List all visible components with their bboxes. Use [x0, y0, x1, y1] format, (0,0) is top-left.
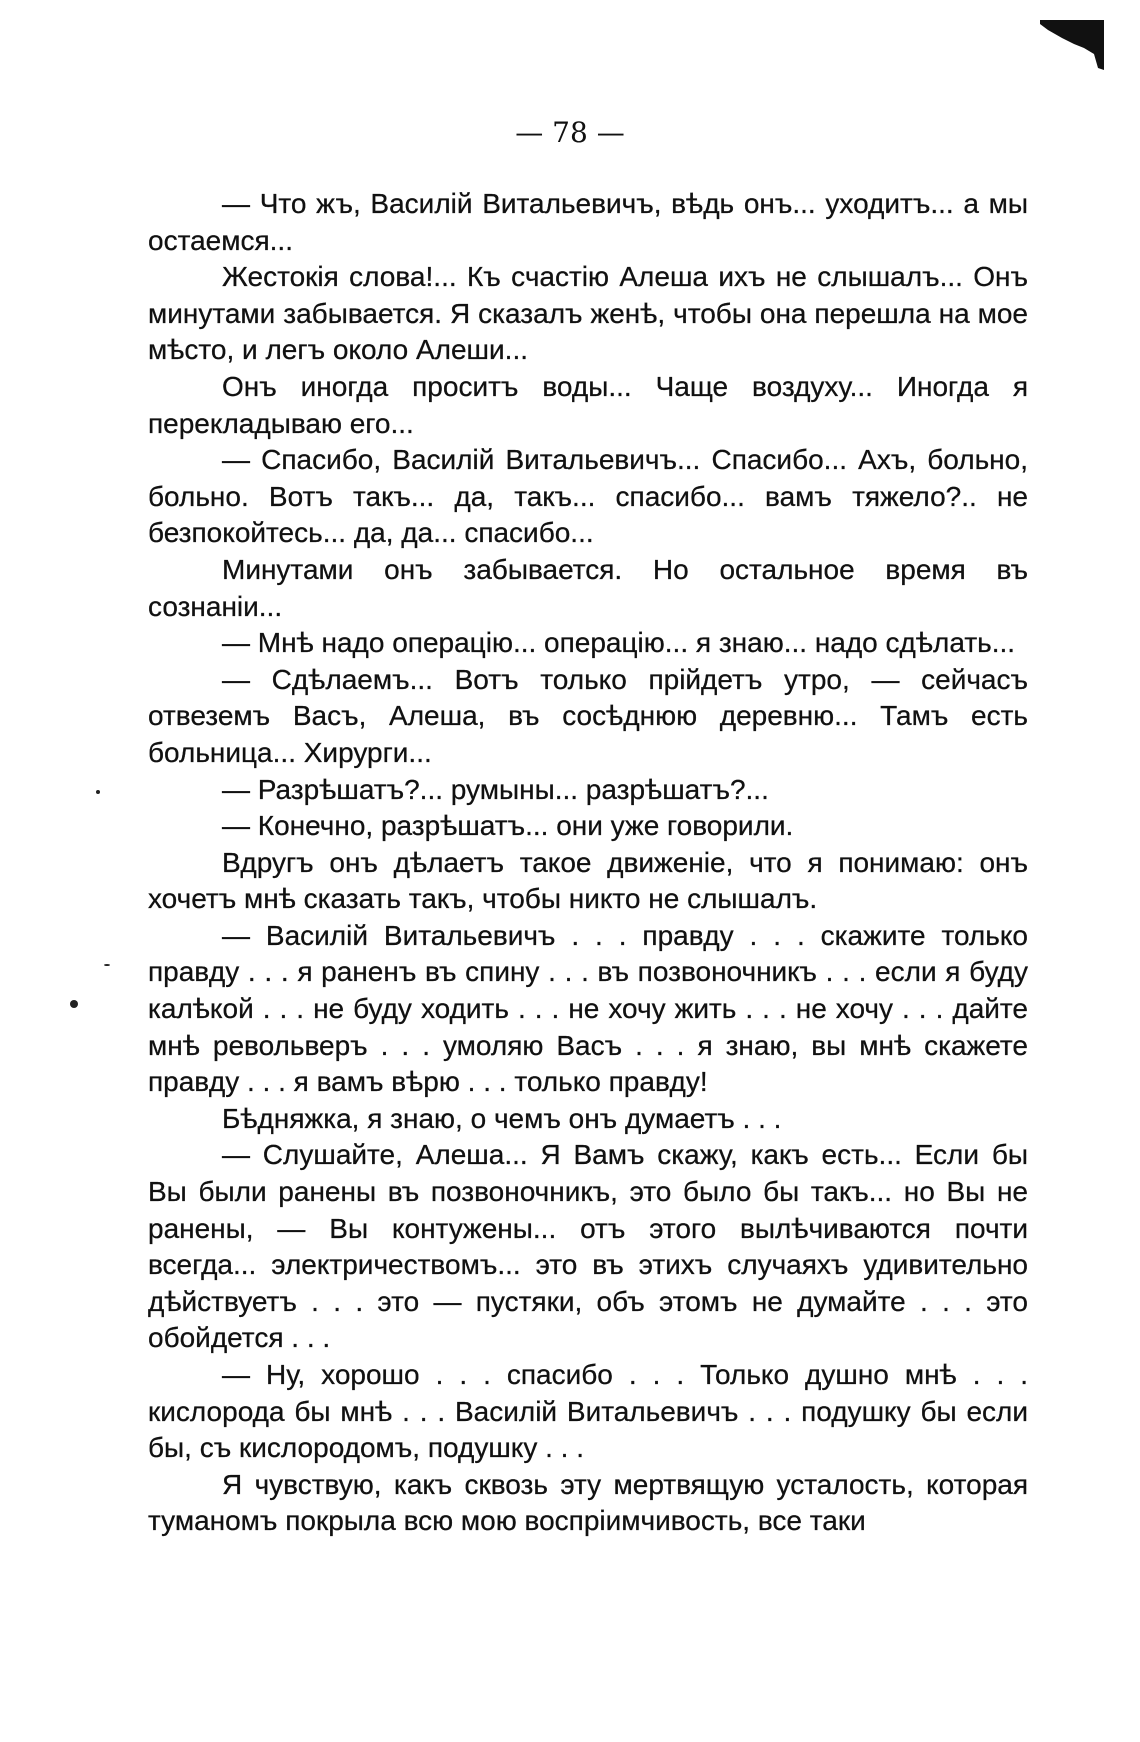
- paragraph: Бѣдняжка, я знаю, о чемъ онъ думаетъ . . .: [222, 1102, 782, 1134]
- paragraph: — Ну, хорошо . . . спасибо . . . Только душно мнѣ . . . кислорода бы мнѣ . . . Василій Витальевичъ . . . подушку бы если бы, съ кислородомъ, подушку . . .: [148, 1359, 1028, 1464]
- paragraph: — Мнѣ надо операцію... операцію... я знаю... надо сдѣлать...: [222, 627, 1016, 659]
- paragraph: — Слушайте, Алеша... Я Вамъ скажу, какъ есть... Если бы Вы были ранены въ позвоночникъ, это было бы такъ... но Вы не ранены, — Вы контужены... отъ этого вылѣчиваются почти всегда... электричествомъ... это въ этихъ случаяхъ удивительно дѣйствуетъ . . . это — пустяки, объ этомъ не думайте . . . это обойдется . . .: [148, 1139, 1028, 1354]
- paragraph: — Сдѣлаемъ... Вотъ только прійдетъ утро, — сейчасъ отвеземъ Васъ, Алеша, въ сосѣднюю деревню... Тамъ есть больница... Хирурги...: [148, 663, 1028, 768]
- paragraph: Я чувствую, какъ сквозь эту мертвящую усталость, которая туманомъ покрыла всю мою воспріимчивость, все таки: [148, 1468, 1028, 1537]
- paragraph: — Что жъ, Василій Витальевичъ, вѣдь онъ... уходитъ... а мы остаемся...: [148, 188, 1028, 256]
- scan-speck: [104, 964, 110, 966]
- scan-corner-mark: [1036, 18, 1104, 70]
- scan-corner-fill: [1040, 20, 1104, 70]
- text-body: [148, 186, 1028, 1540]
- page-number: — 78 —: [515, 116, 625, 149]
- scan-speck: [70, 1000, 78, 1008]
- scan-speck: [96, 790, 100, 794]
- paragraph: — Конечно, разрѣшатъ... они уже говорили.: [222, 810, 794, 842]
- paragraph: Минутами онъ забывается. Но остальное время въ сознаніи...: [148, 553, 1028, 622]
- paragraph: — Спасибо, Василій Витальевичъ... Спасибо... Ахъ, больно, больно. Вотъ такъ... да, такъ... спасибо... вамъ тяжело?.. не безпокойтесь... да, да... спасибо...: [148, 444, 1028, 549]
- paragraph: Жестокія слова!... Къ счастію Алеша ихъ не слышалъ... Онъ минутами забывается. Я сказалъ женѣ, чтобы она перешла на мое мѣсто, и легъ около Алеши...: [148, 261, 1028, 366]
- paragraph: Вдругъ онъ дѣлаетъ такое движеніе, что я понимаю: онъ хочетъ мнѣ сказать такъ, чтобы никто не слышалъ.: [148, 846, 1028, 915]
- paragraph: — Разрѣшатъ?... румыны... разрѣшатъ?...: [222, 773, 769, 805]
- paragraph: Онъ иногда проситъ воды... Чаще воздуху... Иногда я перекладываю его...: [148, 370, 1028, 439]
- paragraph: — Василій Витальевичъ . . . правду . . . скажите только правду . . . я раненъ въ спину . . . въ позвоночникъ . . . если я буду калѣкой . . . не буду ходить . . . не хочу жить . . . не хочу . . . дайте мнѣ револьверъ . . . умоляю Васъ . . . я знаю, вы мнѣ скажете правду . . . я вамъ вѣрю . . . только правду!: [148, 919, 1028, 1098]
